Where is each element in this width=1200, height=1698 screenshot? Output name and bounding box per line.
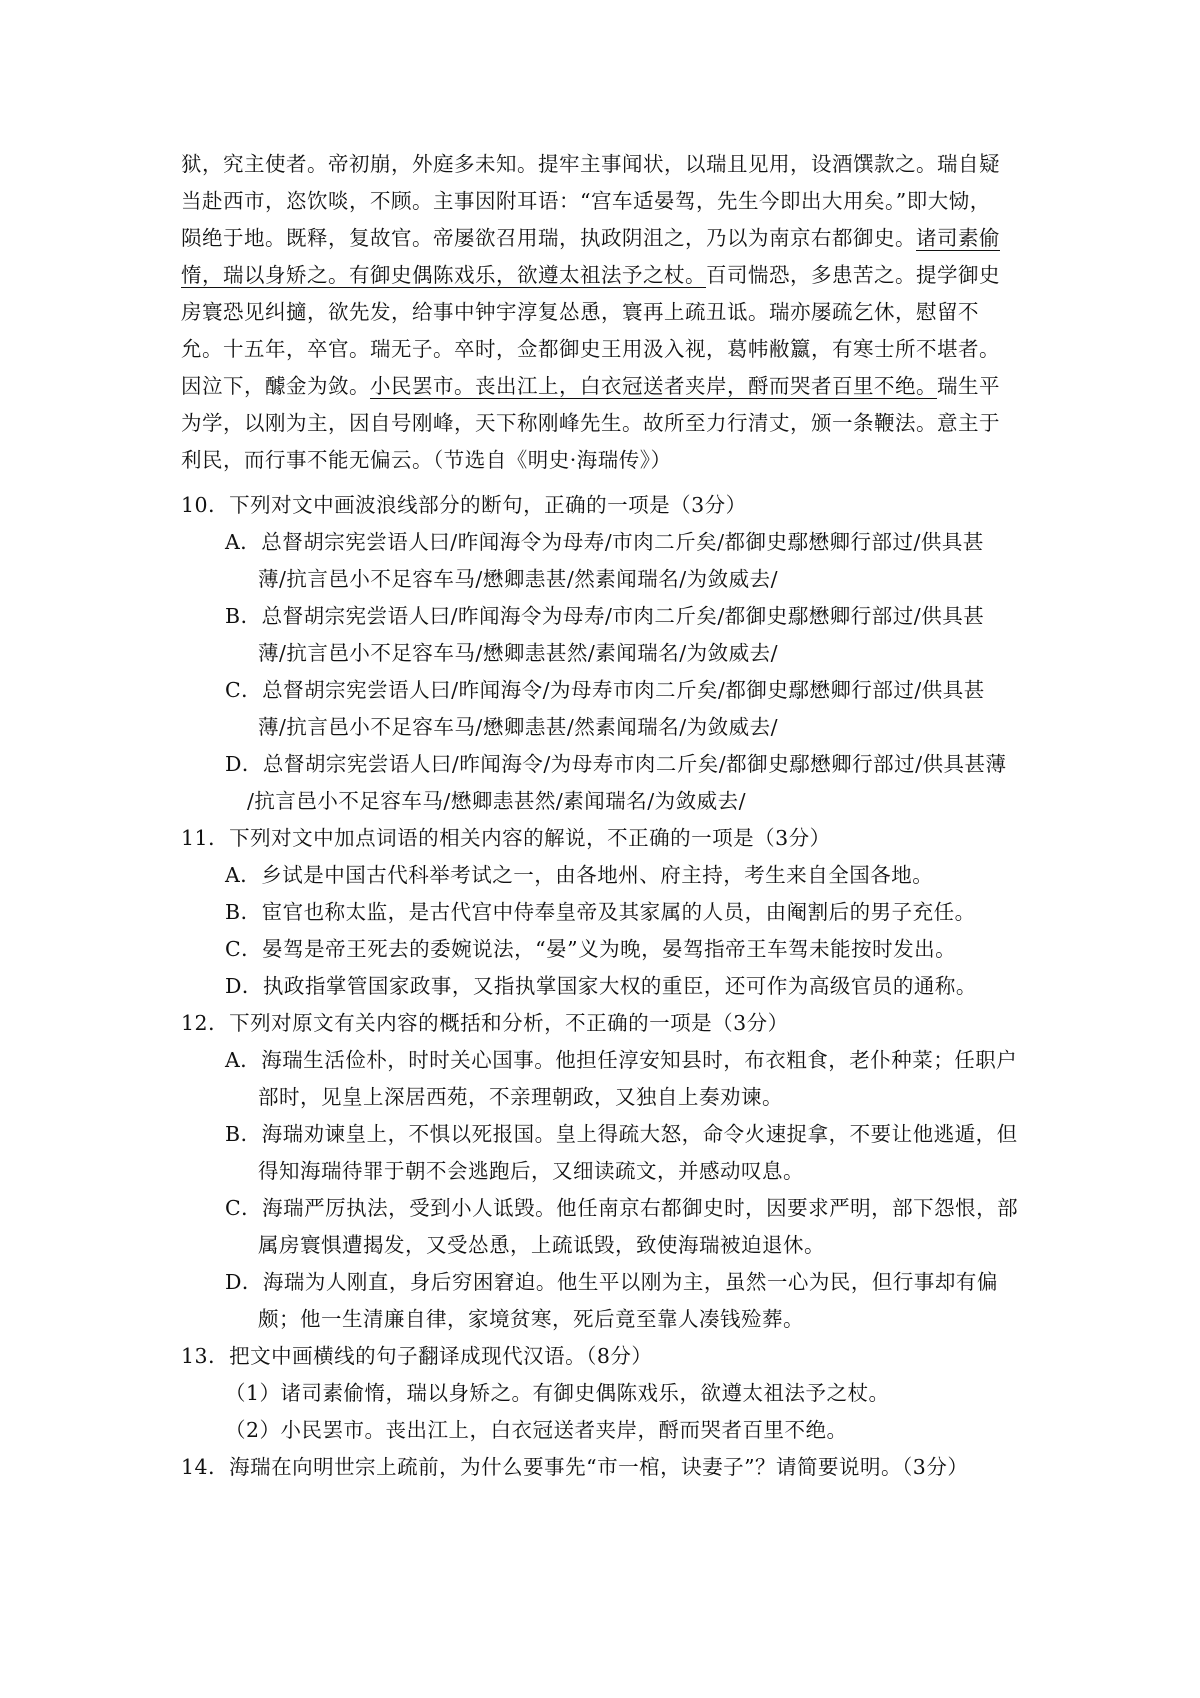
passage-text-segment: 瑞生平 <box>937 374 1000 398</box>
option-text-cont: 属房寰惧遭揭发，又受怂恿，上疏诋毁，致使海瑞被迫退休。 <box>258 1233 825 1257</box>
passage-text-segment: 百司惴恐，多患苦之。提学御史 <box>706 263 1000 287</box>
passage-line <box>181 442 1041 479</box>
option-b <box>181 1116 1041 1190</box>
question-11 <box>181 820 1041 1005</box>
passage-text-segment: 为学，以刚为主，因自号刚峰，天下称刚峰先生。故所至力行清丈，颁一条鞭法。意主于 <box>181 411 1000 435</box>
option-text-cont: 部时，见皇上深居西苑，不亲理朝政，又独自上奏劝谏。 <box>258 1085 783 1109</box>
passage-text-segment: 允。十五年，卒官。瑞无子。卒时，佥都御史王用汲入视，葛帏敝籝，有寒士所不堪者。 <box>181 337 1000 361</box>
option-text-cont: /抗言邑小不足容车马/懋卿恚甚然/素闻瑞名/为敛威去/ <box>247 789 747 813</box>
option-text-cont: 薄/抗言邑小不足容车马/懋卿恚甚/然素闻瑞名/为敛威去/ <box>258 567 779 591</box>
option-c <box>181 672 1041 746</box>
passage-text-segment: 当赴西市，恣饮啖，不顾。主事因附耳语：“宫车适晏驾，先生今即出大用矣。”即大恸， <box>181 189 991 213</box>
question-stem: 11．下列对文中加点词语的相关内容的解说，不正确的一项是（3分） <box>181 826 831 850</box>
question-stem: 13．把文中画横线的句子翻译成现代汉语。（8分） <box>181 1344 653 1368</box>
question-stem: 12．下列对原文有关内容的概括和分析，不正确的一项是（3分） <box>181 1011 789 1035</box>
option-text: A．总督胡宗宪尝语人曰/昨闻海令为母寿/市肉二斤矣/都御史鄢懋卿行部过/供具甚 <box>225 530 984 554</box>
question-10 <box>181 487 1041 820</box>
passage-text-segment: 陨绝于地。既释，复故官。帝屡欲召用瑞，执政阴沮之，乃以为南京右都御史。 <box>181 226 916 250</box>
passage-line <box>181 331 1041 368</box>
option-text: B．宦官也称太监，是古代宫中侍奉皇帝及其家属的人员，由阉割后的男子充任。 <box>225 900 976 924</box>
option-a <box>181 524 1041 598</box>
option-b <box>181 598 1041 672</box>
option-text-cont: 薄/抗言邑小不足容车马/懋卿恚甚/然素闻瑞名/为敛威去/ <box>258 715 779 739</box>
questions-section <box>181 487 1041 1486</box>
question-stem: 10．下列对文中画波浪线部分的断句，正确的一项是（3分） <box>181 493 747 517</box>
sub-question-1: （1）诸司素偷惰，瑞以身矫之。有御史偶陈戏乐，欲遵太祖法予之杖。 <box>225 1381 890 1405</box>
underlined-sentence: 诸司素偷 <box>916 226 1000 250</box>
passage-line <box>181 183 1041 220</box>
underlined-sentence: 惰，瑞以身矫之。有御史偶陈戏乐，欲遵太祖法予之杖。 <box>181 263 706 287</box>
passage-line <box>181 368 1041 405</box>
option-text: C．晏驾是帝王死去的委婉说法，“晏”义为晚，晏驾指帝王车驾未能按时发出。 <box>225 937 957 961</box>
question-14 <box>181 1449 1041 1486</box>
option-a <box>181 857 1041 894</box>
option-text-cont: 薄/抗言邑小不足容车马/懋卿恚甚然/素闻瑞名/为敛威去/ <box>258 641 779 665</box>
option-c <box>181 931 1041 968</box>
question-stem: 14．海瑞在向明世宗上疏前，为什么要事先“市一棺，诀妻子”？请简要说明。（3分） <box>181 1455 969 1479</box>
question-12 <box>181 1005 1041 1338</box>
option-text-cont: 得知海瑞待罪于朝不会逃跑后，又细读疏文，并感动叹息。 <box>258 1159 804 1183</box>
passage-text-segment: 房寰恐见纠擿，欲先发，给事中钟宇淳复怂恿，寰再上疏丑诋。瑞亦屡疏乞休，慰留不 <box>181 300 979 324</box>
passage-line <box>181 146 1041 183</box>
sub-question-2: （2）小民罢市。丧出江上，白衣冠送者夹岸，酹而哭者百里不绝。 <box>225 1418 848 1442</box>
option-text-cont: 颇；他一生清廉自律，家境贫寒，死后竟至靠人凑钱殓葬。 <box>258 1307 804 1331</box>
passage-source: 利民，而行事不能无偏云。（节选自《明史·海瑞传》） <box>181 448 672 472</box>
passage-text <box>181 146 1041 479</box>
option-text: A．乡试是中国古代科举考试之一，由各地州、府主持，考生来自全国各地。 <box>225 863 934 887</box>
question-13 <box>181 1338 1041 1449</box>
option-text: B．总督胡宗宪尝语人曰/昨闻海令为母寿/市肉二斤矣/都御史鄢懋卿行部过/供具甚 <box>225 604 985 628</box>
option-text: A．海瑞生活俭朴，时时关心国事。他担任淳安知县时，布衣粗食，老仆种菜；任职户 <box>225 1048 1018 1072</box>
option-d <box>181 968 1041 1005</box>
passage-text-segment: 狱，究主使者。帝初崩，外庭多未知。提牢主事闻状，以瑞且见用，设酒馔款之。瑞自疑 <box>181 152 1000 176</box>
option-text: D．执政指掌管国家政事，又指执掌国家大权的重臣，还可作为高级官员的通称。 <box>225 974 977 998</box>
passage-line <box>181 220 1041 257</box>
option-text: C．海瑞严厉执法，受到小人诋毁。他任南京右都御史时，因要求严明，部下怨恨，部 <box>225 1196 1019 1220</box>
passage-line <box>181 294 1041 331</box>
passage-text-segment: 因泣下，醵金为敛。 <box>181 374 370 398</box>
option-text: C．总督胡宗宪尝语人曰/昨闻海令/为母寿市肉二斤矣/都御史鄢懋卿行部过/供具甚 <box>225 678 985 702</box>
option-text: B．海瑞劝谏皇上，不惧以死报国。皇上得疏大怒，命令火速捉拿，不要让他逃遁，但 <box>225 1122 1018 1146</box>
underlined-sentence: 小民罢市。丧出江上，白衣冠送者夹岸，酹而哭者百里不绝。 <box>370 374 937 398</box>
passage-line <box>181 405 1041 442</box>
passage-line <box>181 257 1041 294</box>
option-d <box>181 1264 1041 1338</box>
option-text: D．总督胡宗宪尝语人曰/昨闻海令/为母寿市肉二斤矣/都御史鄢懋卿行部过/供具甚薄 <box>225 752 1007 776</box>
option-b <box>181 894 1041 931</box>
option-a <box>181 1042 1041 1116</box>
option-text: D．海瑞为人刚直，身后穷困窘迫。他生平以刚为主，虽然一心为民，但行事却有偏 <box>225 1270 998 1294</box>
option-c <box>181 1190 1041 1264</box>
option-d <box>181 746 1041 820</box>
